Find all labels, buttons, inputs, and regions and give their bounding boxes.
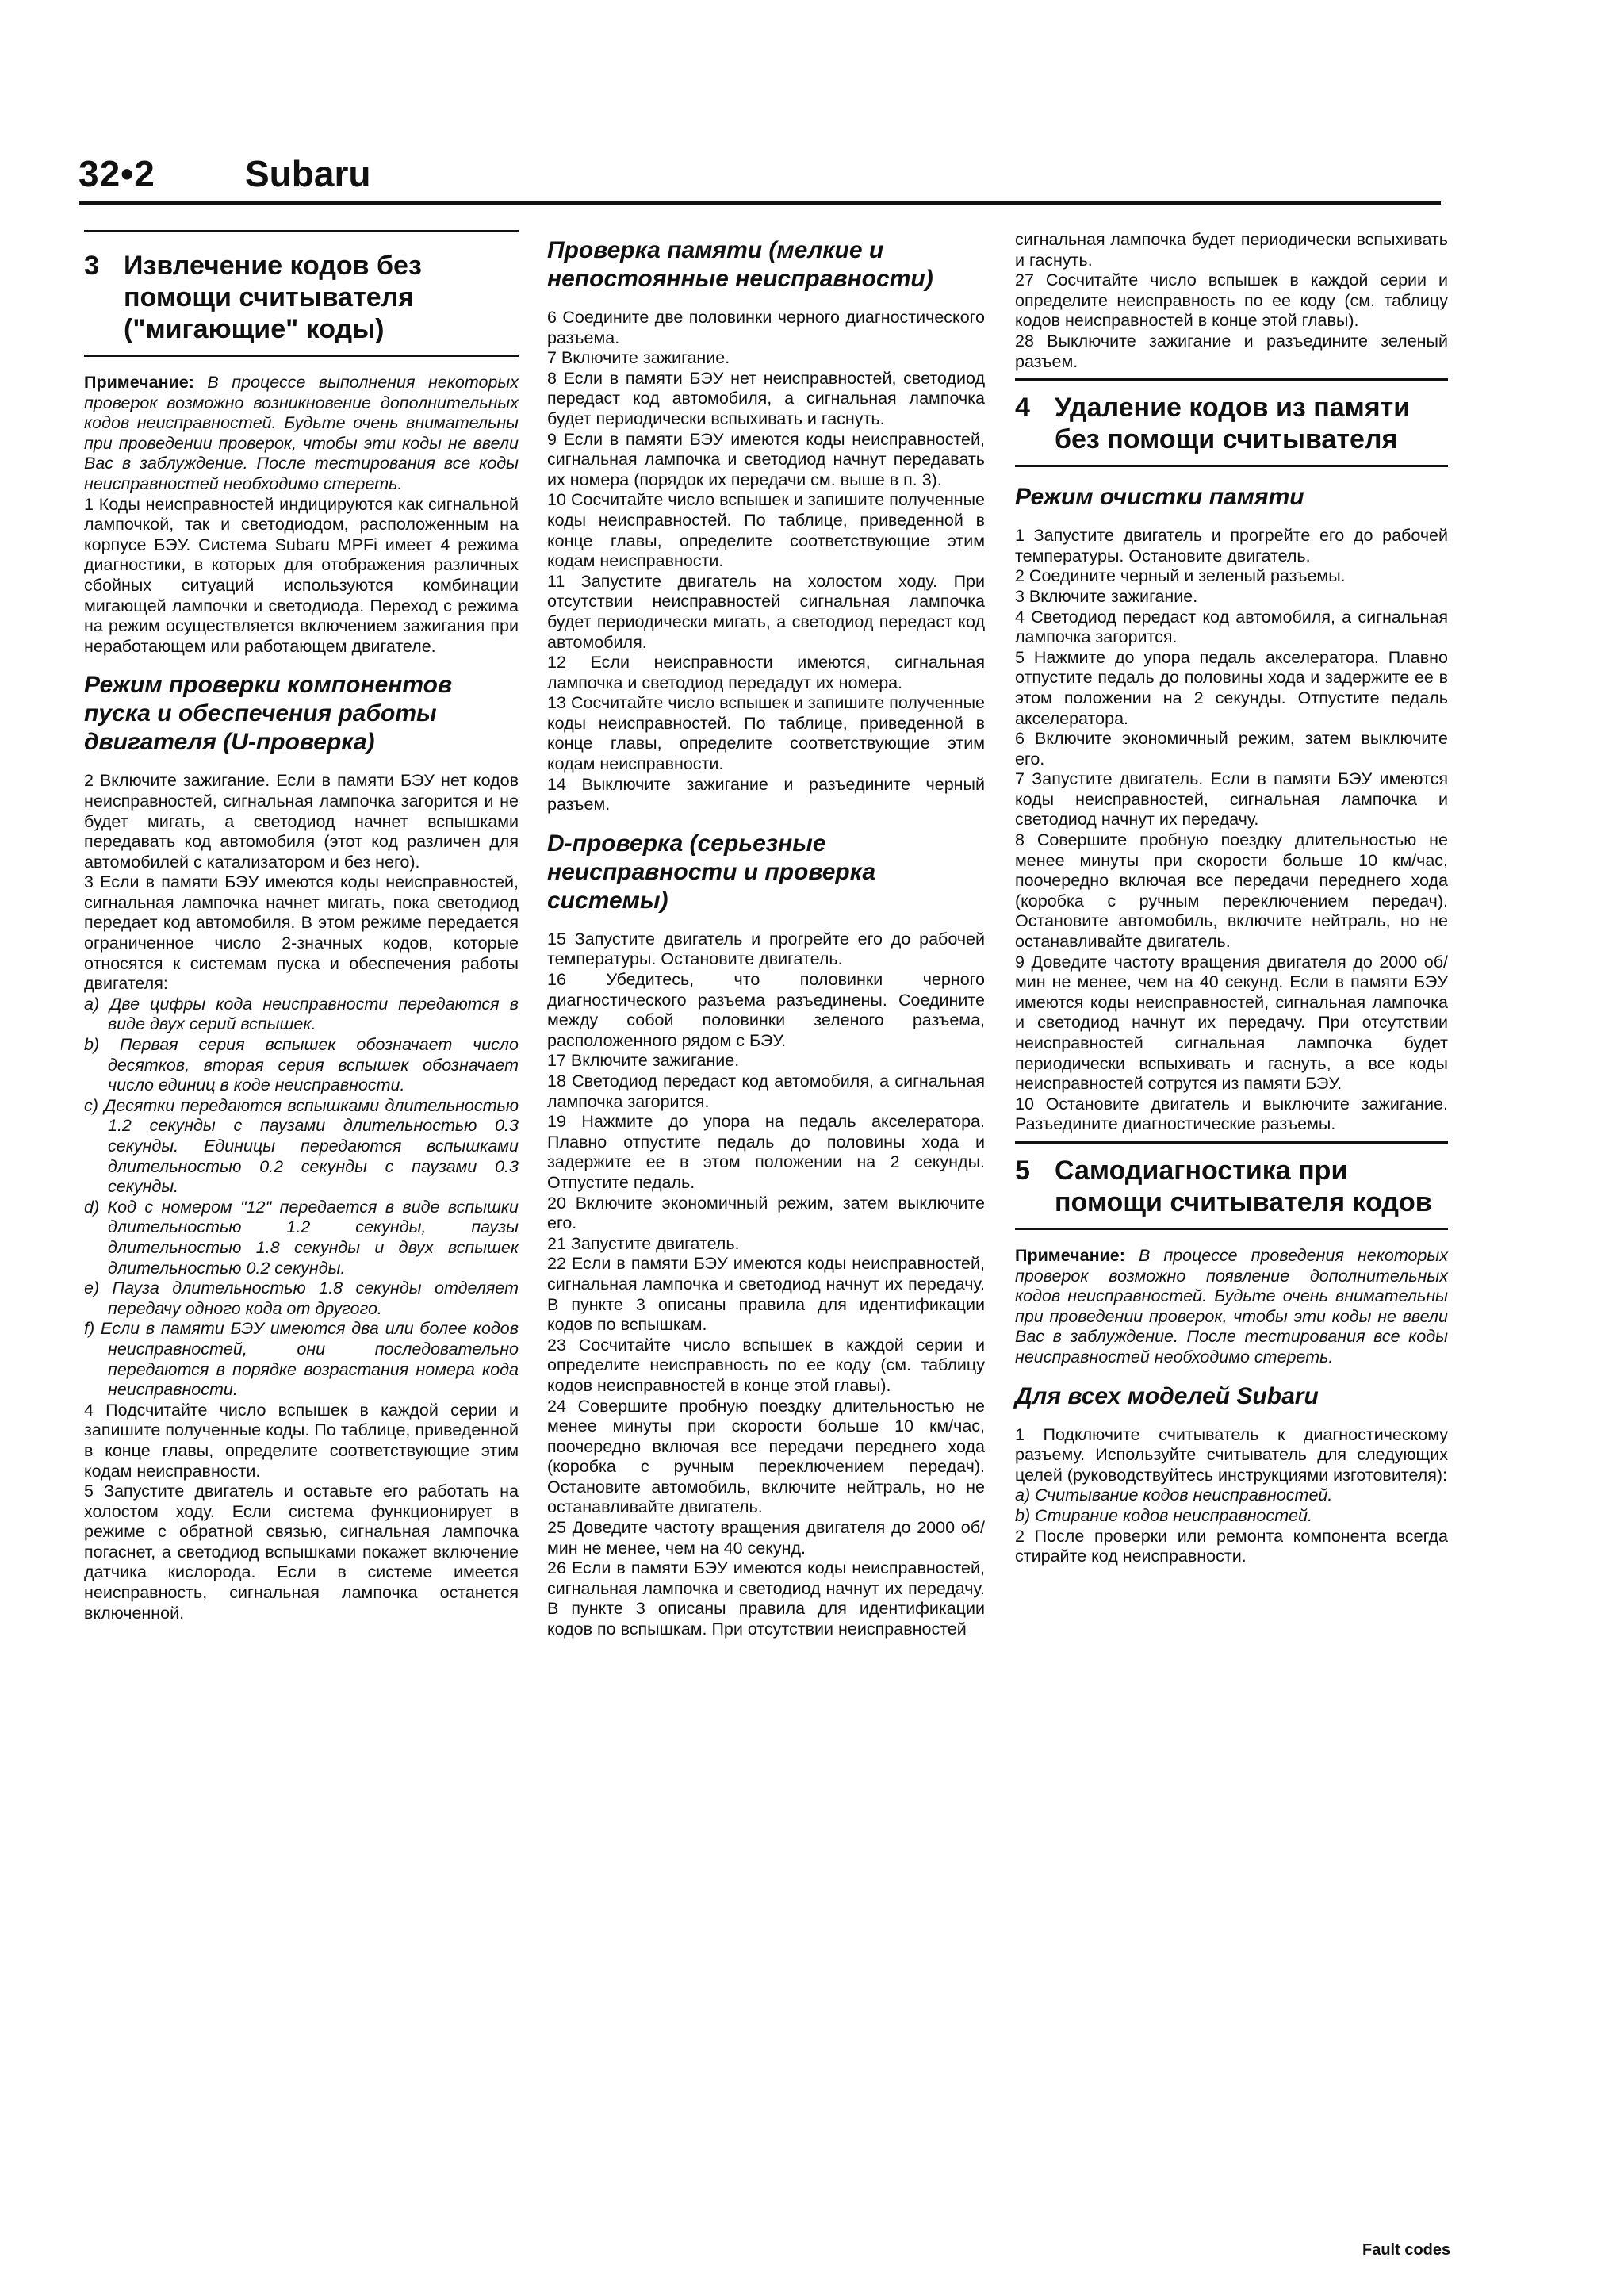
paragraph: 22 Если в памяти БЭУ имеются коды неисправностей, сигнальная лампочка и светодиод начнут их передачу. В пункте 3 описаны правила для идентификации кодов по вспышкам. (547, 1254, 985, 1335)
list-item: a) Две цифры кода неисправности передаются в виде двух серий вспышек. (84, 994, 519, 1034)
paragraph: 6 Соедините две половинки черного диагностического разъема. (547, 308, 985, 347)
paragraph: 11 Запустите двигатель на холостом ходу. При отсутствии неисправностей сигнальная лампочка будет периодически мигать, а светодиод передаст код автомобиля. (547, 571, 985, 652)
paragraph: 9 Доведите частоту вращения двигателя до 2000 об/мин не менее, чем на 40 секунд. Если в памяти БЭУ имеются коды неисправностей, сигнальная лампочка и светодиод начнут их передачу. При отсутствии неисправностей сигнальная лампочка будет периодически вспыхивать и гаснуть, а все коды неисправностей сотрутся из памяти БЭУ. (1015, 952, 1448, 1094)
paragraph: 21 Запустите двигатель. (547, 1233, 740, 1253)
brand-title: Subaru (245, 153, 371, 194)
paragraph: 10 Остановите двигатель и выключите зажигание. Разъедините диагностические разъемы. (1015, 1094, 1448, 1134)
paragraph: 2 Соедините черный и зеленый разъемы. (1015, 566, 1346, 586)
list-item: f) Если в памяти БЭУ имеются два или более кодов неисправностей, они последовательно передаются в порядке возрастания номера кода неисправности. (84, 1319, 519, 1400)
paragraph: 9 Если в памяти БЭУ имеются коды неисправностей, сигнальная лампочка и светодиод начнут передавать их номера (порядок их передачи см. выше в п. 3). (547, 429, 985, 489)
column-3 (1015, 230, 1448, 1567)
section-rule (1015, 1141, 1448, 1144)
note-text: В процессе выполнения некоторых проверок возможно возникновение дополнительных кодов неисправностей. Будьте очень внимательны при проведении проверок, чтобы эти коды не ввели Вас в заблуждение. После тестирования все коды неисправностей необходимо стереть. (84, 373, 519, 493)
section-rule (1015, 378, 1448, 381)
subsection-title: Режим проверки компонентов пуска и обеспечения работы двигателя (U-проверка) (84, 672, 453, 756)
section-heading: Извлечение кодов без помощи считывателя ("мигающие" коды) (124, 251, 422, 344)
paragraph: 1 Коды неисправностей индицируются как сигнальной лампочкой, так и светодиодом, расположенным на корпусе БЭУ. Система Subaru MPFi имеет 4 режима диагностики, в которых для отображения различных сбойных ситуаций используются комбинации мигающей лампочки и светодиода. Переход с режима на режим осуществляется включением зажигания при неработающем или работающем двигателе. (84, 494, 519, 656)
paragraph: 6 Включите экономичный режим, затем выключите его. (1015, 729, 1448, 769)
paragraph: 7 Включите зажигание. (547, 348, 730, 368)
paragraph: 15 Запустите двигатель и прогрейте его до рабочей температуры. Остановите двигатель. (547, 929, 985, 969)
section-rule (84, 355, 519, 357)
section-heading: Удаление кодов из памяти без помощи считывателя (1055, 393, 1411, 455)
paragraph: 8 Совершите пробную поездку длительностью не менее минуты при скорости больше 10 км/час, поочередно включая все передачи переднего хода (коробка с ручным переключением передач). Остановите автомобиль, включите нейтраль, но не останавливайте двигатель. (1015, 830, 1448, 952)
note-paragraph (84, 373, 519, 495)
section-number: 5 (1015, 1155, 1030, 1186)
paragraph: 5 Нажмите до упора педаль акселератора. Плавно отпустите педаль до половины хода и задержите ее в этом положении на 2 секунды. Отпустите педаль акселератора. (1015, 647, 1448, 728)
paragraph: 25 Доведите частоту вращения двигателя до 2000 об/мин не менее, чем на 40 секунд. (547, 1518, 985, 1558)
paragraph: 3 Если в памяти БЭУ имеются коды неисправностей, сигнальная лампочка начнет мигать, пока светодиод передает код автомобиля. В этом режиме передается ограниченное число 2-значных кодов, которые относятся к системам пуска и обеспечения работы двигателя: (84, 872, 519, 994)
subsection-title: Режим очистки памяти (1015, 484, 1304, 511)
section-rule (84, 230, 519, 232)
paragraph: 23 Сосчитайте число вспышек в каждой серии и определите неисправность по ее коду (см. таблицу кодов неисправностей в конце этой главы). (547, 1335, 985, 1395)
spacer (1015, 372, 1448, 378)
section-rule (1015, 1228, 1448, 1230)
paragraph: 27 Сосчитайте число вспышек в каждой серии и определите неисправность по ее коду (см. таблицу кодов неисправностей в конце этой главы). (1015, 270, 1448, 331)
paragraph: 3 Включите зажигание. (1015, 586, 1198, 606)
page-number: 32•2 (79, 153, 155, 194)
spacer (1015, 1135, 1448, 1141)
subsection-title: Проверка памяти (мелкие и непостоянные неисправности) (547, 237, 933, 292)
paragraph: 1 Запустите двигатель и прогрейте его до рабочей температуры. Остановите двигатель. (1015, 526, 1448, 565)
paragraph: 10 Сосчитайте число вспышек и запишите полученные коды неисправностей. По таблице, приведенной в конце главы, определите соответствующие этим кодам неисправности. (547, 490, 985, 571)
page-header (79, 152, 1441, 205)
list-item: c) Десятки передаются вспышками длительностью 1.2 секунды с паузами длительностью 0.3 секунды. Единицы передаются вспышками длительностью 0.2 секунды с паузами 0.3 секунды. (84, 1095, 519, 1197)
list-item: e) Пауза длительностью 1.8 секунды отделяет передачу одного кода от другого. (84, 1278, 519, 1318)
section-rule (1015, 465, 1448, 467)
footer-label: Fault codes (1362, 2241, 1451, 2259)
section-4-title (1015, 392, 1448, 455)
section-number: 4 (1015, 393, 1030, 424)
paragraph: 2 Включите зажигание. Если в памяти БЭУ нет кодов неисправностей, сигнальная лампочка загорится и не будет мигать, а светодиод начнет вспышками передавать код автомобиля (этот код различен для автомобилей с катализатором и без него). (84, 771, 519, 872)
paragraph: 2 После проверки или ремонта компонента всегда стирайте код неисправности. (1015, 1526, 1448, 1566)
section-number: 3 (84, 251, 99, 281)
note-paragraph (1015, 1246, 1448, 1368)
section-heading: Самодиагностика при помощи считывателя кодов (1055, 1155, 1432, 1217)
column-1 (84, 230, 519, 1623)
note-label: Примечание: (1015, 1245, 1125, 1265)
paragraph: 13 Сосчитайте число вспышек и запишите полученные коды неисправностей. По таблице, приведенной в конце главы, определите соответствующие этим кодам неисправности. (547, 693, 985, 774)
paragraph: 14 Выключите зажигание и разъедините черный разъем. (547, 774, 985, 815)
paragraph: 8 Если в памяти БЭУ нет неисправностей, светодиод передаст код автомобиля, а сигнальная лампочка будет периодически вспыхивать и гаснуть. (547, 368, 985, 428)
paragraph: 18 Светодиод передаст код автомобиля, а сигнальная лампочка загорится. (547, 1071, 985, 1111)
paragraph: 1 Подключите считыватель к диагностическому разъему. Используйте считыватель для следующих целей (руководствуйтесь инструкциями изготовителя): (1015, 1424, 1448, 1485)
paragraph: 19 Нажмите до упора на педаль акселератора. Плавно отпустите педаль до половины хода и задержите ее в этом положении на 2 секунды. Отпустите педаль. (547, 1112, 985, 1192)
subsection-title: Для всех моделей Subaru (1015, 1382, 1319, 1409)
list-item: b) Стирание кодов неисправностей. (1015, 1505, 1313, 1525)
paragraph: 26 Если в памяти БЭУ имеются коды неисправностей, сигнальная лампочка и светодиод начнут их передачу. В пункте 3 описаны правила для идентификации кодов по вспышкам. При отсутствии неисправностей (547, 1558, 985, 1639)
subsection-title: D-проверка (серьезные неисправности и проверка системы) (547, 830, 876, 914)
section-5-title (1015, 1155, 1448, 1218)
note-label: Примечание: (84, 373, 194, 392)
paragraph: 4 Светодиод передаст код автомобиля, а сигнальная лампочка загорится. (1015, 607, 1448, 647)
paragraph: 17 Включите зажигание. (547, 1051, 740, 1071)
paragraph: сигнальная лампочка будет периодически вспыхивать и гаснуть. (1015, 230, 1448, 270)
note-text: В процессе проведения некоторых проверок возможно появление дополнительных кодов неисправностей. Будьте очень внимательны при проведении проверок, чтобы эти коды не ввели Вас в заблуждение. После тестирования все коды неисправностей необходимо стереть. (1015, 1245, 1448, 1366)
paragraph: 16 Убедитесь, что половинки черного диагностического разъема разъединены. Соедините между собой половинки зеленого разъема, расположенного рядом с БЭУ. (547, 970, 985, 1050)
paragraph: 28 Выключите зажигание и разъедините зеленый разъем. (1015, 331, 1448, 371)
paragraph: 24 Совершите пробную поездку длительностью не менее минуты при скорости больше 10 км/час, поочередно включая все передачи переднего хода (коробка с ручным переключением передач). Остановите автомобиль, включите нейтраль, но не останавливайте двигатель. (547, 1396, 985, 1517)
paragraph: 7 Запустите двигатель. Если в памяти БЭУ имеются коды неисправностей, сигнальная лампочка и светодиод начнут их передачу. (1015, 769, 1448, 830)
list-item: d) Код с номером "12" передается в виде вспышки длительностью 1.2 секунды, паузы длительностью 1.8 секунды и двух вспышек длительностью 0.2 секунды. (84, 1197, 519, 1278)
column-2 (547, 230, 985, 1640)
paragraph: 5 Запустите двигатель и оставьте его работать на холостом ходу. Если система функционирует в режиме с обратной связью, сигнальная лампочка погаснет, а светодиод вспышками покажет включение датчика кислорода. Если в системе имеется неисправность, сигнальная лампочка останется включенной. (84, 1481, 519, 1623)
list-item: b) Первая серия вспышек обозначает число десятков, вторая серия вспышек обозначает число единиц в коде неисправности. (84, 1035, 519, 1095)
paragraph: 4 Подсчитайте число вспышек в каждой серии и запишите полученные коды. По таблице, приведенной в конце главы, определите соответствующие этим кодам неисправности. (84, 1400, 519, 1481)
section-3-title (84, 250, 519, 345)
paragraph: 20 Включите экономичный режим, затем выключите его. (547, 1193, 985, 1233)
paragraph: 12 Если неисправности имеются, сигнальная лампочка и светодиод передадут их номера. (547, 653, 985, 692)
list-item: a) Считывание кодов неисправностей. (1015, 1485, 1333, 1505)
header-rule (79, 201, 1441, 205)
